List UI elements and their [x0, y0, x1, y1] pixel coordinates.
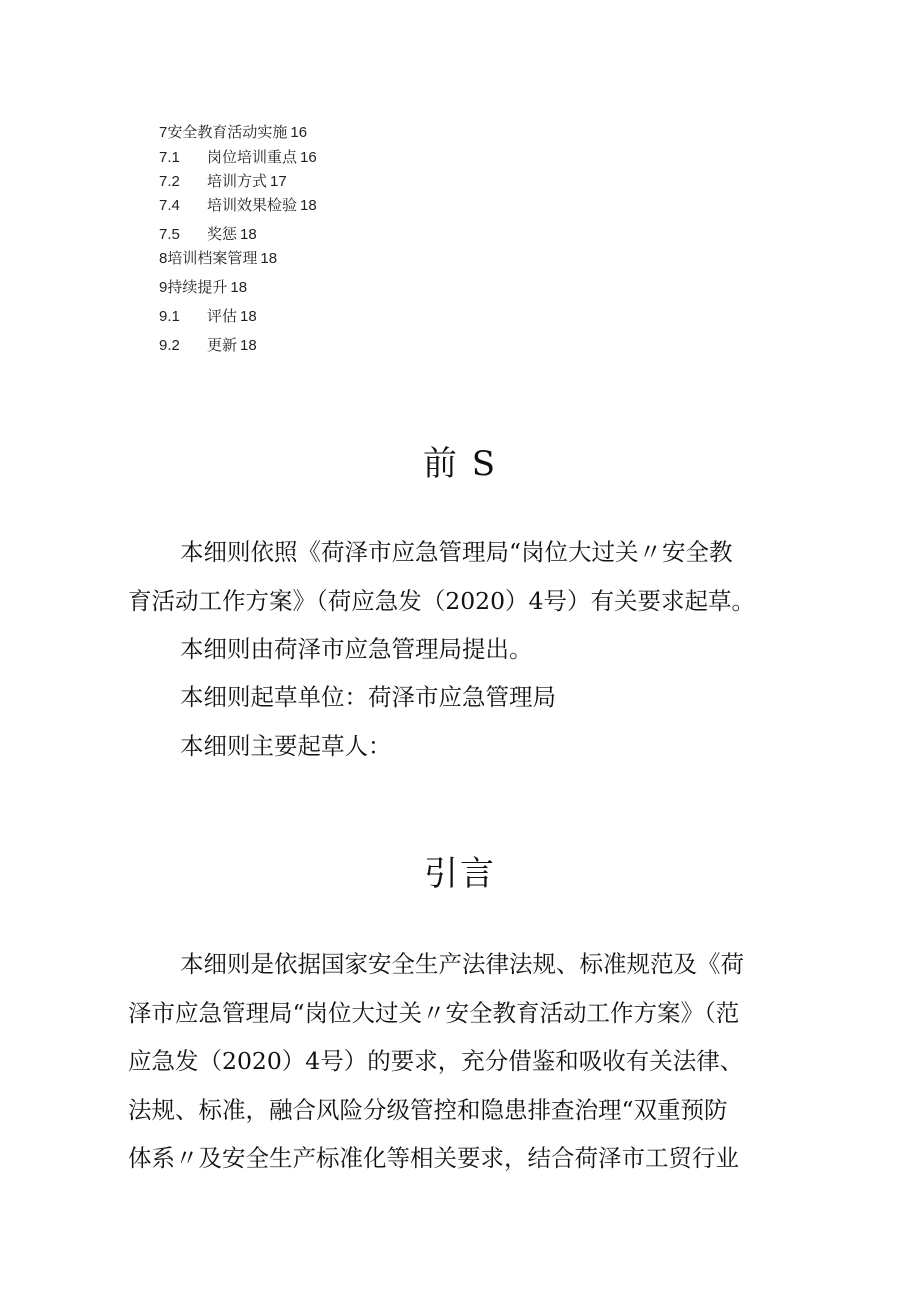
toc-title: 持续提升 [167, 279, 228, 296]
toc-number: 7 [159, 124, 168, 141]
toc-title: 培训档案管理 [167, 250, 258, 267]
toc-title: 奖惩 [207, 226, 238, 243]
toc-entry[interactable] [159, 249, 277, 269]
foreword-line: 本细则依照《荷泽市应急管理局“岗位大过关〃安全教 [180, 538, 733, 566]
toc-page-number: 16 [300, 149, 317, 166]
toc-page-number: 18 [230, 279, 248, 296]
foreword-heading: 前 S [422, 444, 498, 484]
toc-number: 7.2 [159, 173, 180, 190]
toc-entry[interactable] [159, 196, 317, 216]
toc-page-number: 17 [270, 173, 287, 190]
toc-number: 9 [159, 279, 168, 296]
toc-entry[interactable] [159, 123, 307, 143]
toc-number: 7.5 [159, 226, 180, 243]
introduction-line: 本细则是依据国家安全生产法律法规、标准规范及《荷 [180, 950, 744, 978]
foreword-line: 育活动工作方案》（荷应急发（2020）4号）有关要求起草。 [128, 587, 756, 615]
toc-entry[interactable] [159, 225, 257, 245]
toc-title: 安全教育活动实施 [167, 124, 288, 141]
foreword-line: 本细则主要起草人： [180, 732, 392, 760]
toc-title: 评估 [207, 308, 238, 325]
introduction-line: 应急发（2020）4号）的要求，充分借鉴和吸收有关法律、 [128, 1047, 744, 1075]
toc-number: 9.2 [159, 337, 180, 354]
toc-title: 岗位培训重点 [207, 149, 298, 166]
toc-entry[interactable] [159, 307, 257, 327]
toc-page-number: 18 [240, 337, 257, 354]
toc-entry[interactable] [159, 336, 257, 356]
toc-page-number: 18 [240, 308, 257, 325]
toc-entry[interactable] [159, 278, 247, 298]
foreword-line: 本细则由荷泽市应急管理局提出。 [180, 635, 533, 663]
introduction-line: 泽市应急管理局“岗位大过关〃安全教育活动工作方案》（范 [128, 999, 740, 1027]
introduction-line: 法规、标准，融合风险分级管控和隐患排查治理“双重预防 [128, 1096, 728, 1124]
foreword-line: 本细则起草单位：荷泽市应急管理局 [180, 683, 556, 711]
toc-number: 9.1 [159, 308, 180, 325]
introduction-heading: 引言 [424, 854, 496, 894]
toc-page-number: 16 [290, 124, 308, 141]
introduction-line: 体系〃及安全生产标准化等相关要求，结合荷泽市工贸行业 [128, 1144, 739, 1172]
toc-page-number: 18 [240, 226, 257, 243]
toc-number: 7.4 [159, 197, 180, 214]
toc-title: 更新 [207, 337, 238, 354]
toc-title: 培训效果检验 [207, 197, 298, 214]
toc-number: 8 [159, 250, 168, 267]
toc-page-number: 18 [300, 197, 317, 214]
toc-entry[interactable] [159, 172, 287, 192]
toc-number: 7.1 [159, 149, 180, 166]
toc-entry[interactable] [159, 148, 317, 168]
toc-page-number: 18 [260, 250, 278, 267]
toc-title: 培训方式 [207, 173, 268, 190]
